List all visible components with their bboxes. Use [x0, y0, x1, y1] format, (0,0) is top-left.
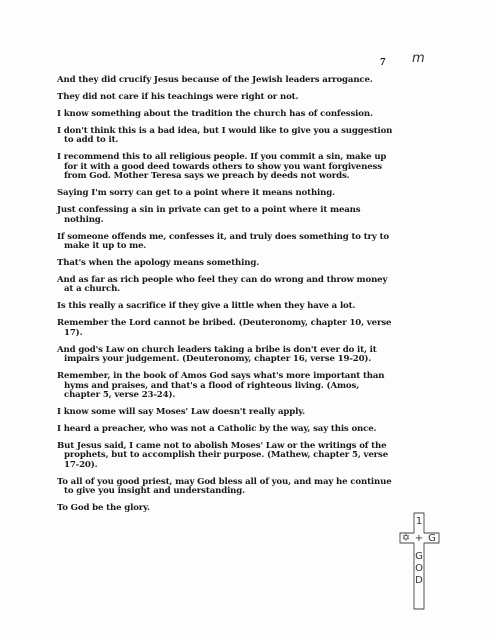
paragraph: I know some will say Moses' Law doesn't really apply. [57, 407, 305, 418]
cross-right-letter: G [428, 533, 436, 544]
cross-word-letter: O [415, 563, 423, 574]
paragraph: Is this really a sacrifice if they give a little when they have a lot. [57, 301, 356, 312]
hand-drawn-cross [398, 509, 442, 613]
letter-body [57, 76, 397, 521]
cross-word-letter: D [415, 575, 423, 586]
paragraph: To God be the glory. [57, 503, 150, 514]
paragraph: If someone offends me, confesses it, and truly does something to try to make it up to me. [57, 231, 390, 252]
cross-drawing [398, 509, 442, 613]
paragraph: They did not care if his teachings were right or not. [57, 92, 299, 102]
paragraph: Remember the Lord cannot be bribed. (Deuteronomy, chapter 10, verse 17). [57, 318, 392, 338]
cross-top-mark: 1 [415, 516, 423, 527]
paragraph: Remember, in the book of Amos God says what's more important than hyms and praises, and that's a flood of righteous living. (Amos, chapter 5, verse 23-24). [57, 371, 385, 401]
paragraph: And god's Law on church leaders taking a bribe is don't ever do it, it impairs your judgement. (Deuteronomy, chapter 16, verse 19-20). [57, 344, 377, 365]
star-of-david-icon: ✡ [401, 533, 411, 544]
paragraph: I know something about the tradition the church has of confession. [57, 109, 373, 119]
paragraph: And they did crucify Jesus because of the Jewish leaders arrogance. [57, 75, 373, 85]
paragraph: I heard a preacher, who was not a Catholic by the way, say this once. [57, 424, 377, 435]
paragraph: That's when the apology means something. [57, 258, 260, 269]
page-number: 7 [380, 56, 386, 68]
cross-plus-mark: + [414, 533, 424, 544]
paragraph: Just confessing a sin in private can get to a point where it means nothing. [57, 205, 361, 225]
handwritten-page-mark: m [412, 51, 425, 66]
paragraph: To all of you good priest, may God bless all of you, and may he continue to give you insight and understanding. [57, 476, 392, 497]
paragraph: And as far as rich people who feel they can do wrong and throw money at a church. [57, 275, 388, 295]
cross-word-letter: G [415, 551, 423, 562]
paragraph: But Jesus said, I came not to abolish Moses' Law or the writings of the prophets, but to accomplish their purpose. (Mathew, chapter 5, verse 17-20). [57, 441, 389, 470]
paragraph: I recommend this to all religious people. If you commit a sin, make up for it with a good deed towards others to show you want forgiveness from God. Mother Teresa says we preach by deeds not words. [57, 152, 387, 182]
paragraph: Saying I'm sorry can get to a point where it means nothing. [57, 188, 335, 199]
paragraph: I don't think this is a bad idea, but I would like to give you a suggestion to add to it. [57, 126, 393, 146]
